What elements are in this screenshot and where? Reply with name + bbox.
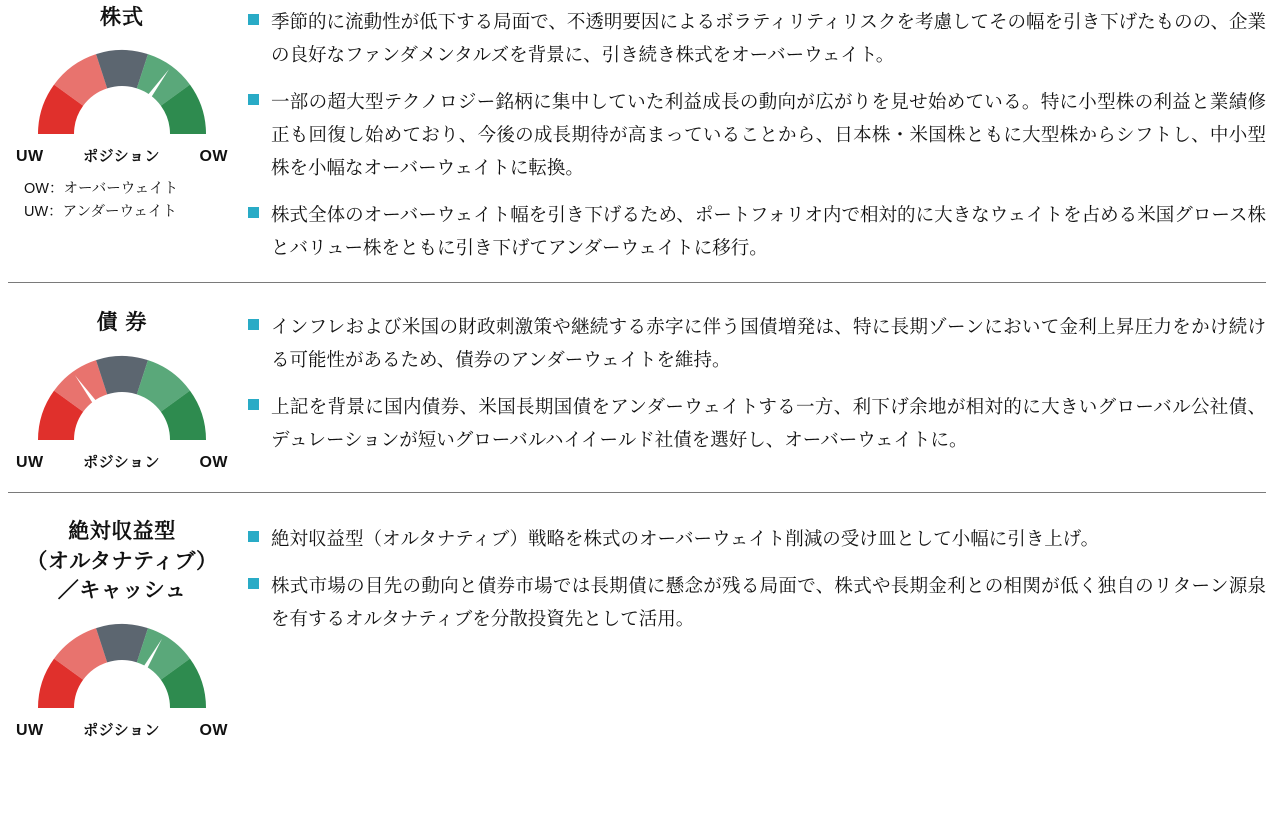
bullet-text: 株式全体のオーバーウェイト幅を引き下げるため、ポートフォリオ内で相対的に大きなウェイトを占める米国グロース株とバリュー株をともに引き下げてアンダーウェイトに移行。	[271, 203, 1266, 258]
bullet-text: 上記を背景に国内債券、米国長期国債をアンダーウェイトする一方、利下げ余地が相対的に大きいグローバル公社債、デュレーションが短いグローバルハイイールド社債を選好し、オーバーウェイトに。	[271, 396, 1266, 451]
gauge-label-position: ポジション	[83, 453, 160, 471]
gauge-absolute-return	[22, 612, 222, 716]
gauge-label-ow: OW	[199, 722, 228, 740]
gauge-dial-bonds	[22, 344, 222, 448]
bullet-text: 絶対収益型（オルタナティブ）戦略を株式のオーバーウェイト削減の受け皿として小幅に引き上げ。	[271, 527, 1100, 549]
bullets-bonds	[248, 305, 1280, 457]
square-bullet-icon	[248, 399, 259, 410]
list-item	[248, 391, 1266, 457]
legend-ow: OW：オーバーウェイト	[24, 181, 179, 198]
section-equity	[0, 0, 1280, 282]
square-bullet-icon	[248, 94, 259, 105]
gauge-column-equity	[0, 4, 248, 223]
legend-uw: UW：アンダーウェイト	[24, 203, 177, 220]
gauge-label-uw: UW	[16, 148, 44, 166]
section-absolute-return	[0, 493, 1280, 746]
section-title-absolute-return	[6, 517, 238, 606]
gauge-bonds	[22, 344, 222, 448]
gauge-label-ow: OW	[199, 148, 228, 166]
list-item	[248, 199, 1266, 265]
gauge-label-uw: UW	[16, 453, 44, 471]
section-title-line-1: 絶対収益型	[68, 519, 176, 543]
list-item	[248, 86, 1266, 185]
section-bonds	[0, 283, 1280, 491]
gauge-equity	[22, 38, 222, 142]
gauge-dial-equity	[22, 38, 222, 142]
gauge-column-bonds	[0, 305, 248, 471]
list-item	[248, 523, 1266, 556]
bullets-equity	[248, 4, 1280, 264]
bullet-text: インフレおよび米国の財政刺激策や継続する赤字に伴う国債増発は、特に長期ゾーンにおいて金利上昇圧力をかけ続ける可能性があるため、債券のアンダーウェイトを維持。	[271, 316, 1266, 371]
gauge-scale-absolute-return	[16, 719, 228, 740]
gauge-dial-absolute-return	[22, 612, 222, 716]
section-title-bonds: 債 券	[96, 311, 148, 335]
bullet-text: 一部の超大型テクノロジー銘柄に集中していた利益成長の動向が広がりを見せ始めている。特に小型株の利益と業績修正も回復し始めており、今後の成長期待が高まっていることから、日本株・米国株ともに大型株からシフトし、中小型株を小幅なオーバーウェイトに転換。	[271, 90, 1266, 178]
square-bullet-icon	[248, 207, 259, 218]
gauge-label-uw: UW	[16, 722, 44, 740]
gauge-column-absolute-return	[0, 515, 248, 740]
gauge-scale-bonds	[16, 451, 228, 472]
gauge-legend	[16, 178, 228, 223]
square-bullet-icon	[248, 14, 259, 25]
section-title-line-3: ／キャッシュ	[57, 579, 187, 603]
list-item	[248, 311, 1266, 377]
list-item	[248, 570, 1266, 636]
square-bullet-icon	[248, 578, 259, 589]
square-bullet-icon	[248, 319, 259, 330]
gauge-label-position: ポジション	[83, 148, 160, 166]
gauge-label-position: ポジション	[83, 722, 160, 740]
section-title-line-2: （オルタナティブ）	[26, 549, 218, 573]
bullet-text: 季節的に流動性が低下する局面で、不透明要因によるボラティリティリスクを考慮してその幅を引き下げたものの、企業の良好なファンダメンタルズを背景に、引き続き株式をオーバーウェイト。	[271, 11, 1266, 65]
section-title-equity: 株式	[100, 6, 144, 29]
square-bullet-icon	[248, 531, 259, 542]
bullet-text: 株式市場の目先の動向と債券市場では長期債に懸念が残る局面で、株式や長期金利との相関が低く独自のリターン源泉を有するオルタナティブを分散投資先として活用。	[271, 574, 1266, 629]
bullets-absolute-return	[248, 515, 1280, 636]
gauge-label-ow: OW	[199, 453, 228, 471]
list-item	[248, 6, 1266, 72]
gauge-scale-equity	[16, 145, 228, 166]
